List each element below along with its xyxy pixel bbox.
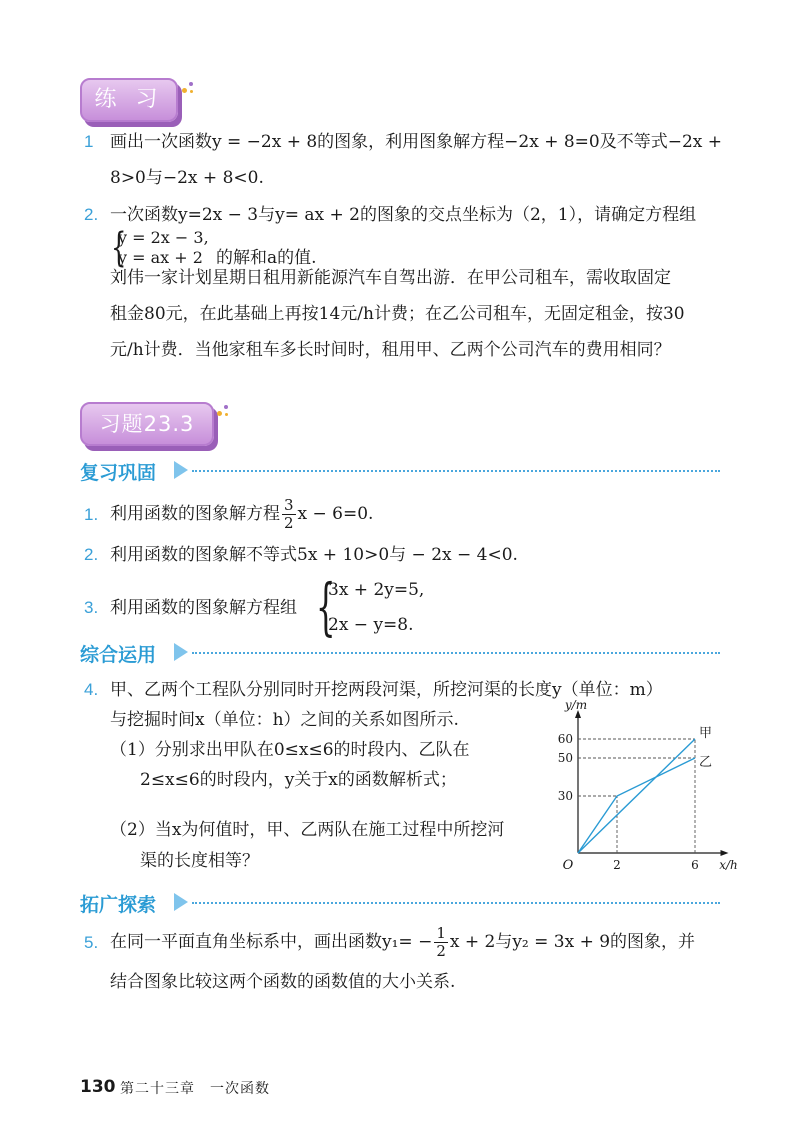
section-title-review: 复习巩固 [80,462,157,484]
fraction: $\frac{3}{2}$ [284,496,294,532]
practice-q2-number: 2. [84,205,99,224]
review-q2-number: 2. [84,545,99,564]
practice-q2-brace: { [111,225,127,271]
apply-q4-sub1-line2: 2≤x≤6的时段内，y关于x的函数解析式； [140,770,457,790]
q4-graph [548,695,738,873]
explore-q5-line1 [110,922,695,962]
x-axis-arrow [721,850,729,856]
practice-q2-line1: 一次函数y=2x − 3与y= ax + 2的图象的交点坐标为（2，1），请确定方程组 [110,205,697,225]
review-q1-pre: 利用函数的图象解方程 [110,504,280,524]
review-q3-brace: { [315,570,336,643]
series-label-jia: 甲 [699,726,713,741]
explore-q5-line2: 结合图象比较这两个函数的函数值的大小关系. [110,972,456,992]
section-arrow-icon [174,643,188,661]
y-tick-label-50: 50 [557,751,573,765]
practice-q2-tail: 的解和a的值. [216,248,317,268]
section-divider [192,470,720,472]
review-q1-number: 1. [84,505,99,524]
x-axis-label: x/h [719,858,738,872]
section-title-apply: 综合运用 [80,644,157,666]
section-arrow-icon [174,461,188,479]
apply-q4-sub1-line1: （1）分别求出甲队在0≤x≤6的时段内、乙队在 [110,740,470,760]
review-q1 [110,494,373,534]
apply-q4-sub2-line1: （2）当x为何值时，甲、乙两队在施工过程中所挖河 [110,820,505,840]
practice-badge: 练 习 [80,78,178,122]
series-label-yi: 乙 [699,755,713,770]
y-tick-label-60: 60 [557,732,573,746]
review-q2-text: 利用函数的图象解不等式5x + 10>0与 − 2x − 4<0. [110,545,518,565]
review-q3-text: 利用函数的图象解方程组 [110,598,297,618]
series-line-yi [578,758,695,853]
x-tick-label-2: 2 [613,858,621,872]
explore-q5-pre: 在同一平面直角坐标系中，画出函数y₁= − [110,932,433,952]
y-tick-label-30: 30 [557,789,573,803]
practice-q3-line3: 元/h计费．当他家租车多长时间时，租用甲、乙两个公司汽车的费用相同？ [110,340,671,360]
section-title-explore: 拓广探索 [80,894,157,916]
x-tick-label-6: 6 [691,858,699,872]
section-divider [192,902,720,904]
practice-q2-system-eq1: y = 2x − 3, [118,228,209,247]
apply-q4-number: 4. [84,680,99,699]
apply-q4-line2: 与挖掘时间x（单位：h）之间的关系如图所示. [110,710,459,730]
practice-q3-line1: 刘伟一家计划星期日租用新能源汽车自驾出游．在甲公司租车，需收取固定 [110,268,671,288]
practice-q1-line2: 8>0与−2x + 8<0. [110,168,264,188]
fraction: $\frac{1}{2}$ [436,924,446,960]
exercise-badge: 习题23.3 [80,402,214,446]
chapter-title: 第二十三章 一次函数 [120,1081,270,1097]
apply-q4-line1: 甲、乙两个工程队分别同时开挖两段河渠，所挖河渠的长度y（单位：m） [110,680,663,700]
practice-q3-line2: 租金80元，在此基础上再按14元/h计费；在乙公司租车，无固定租金，按30 [110,304,685,324]
review-q1-post: x − 6=0. [297,504,374,524]
apply-q4-sub2-line2: 渠的长度相等？ [140,851,259,871]
section-divider [192,652,720,654]
practice-q1-line1: 画出一次函数y = −2x + 8的图象，利用图象解方程−2x + 8=0及不等式−2x + [110,132,723,152]
y-axis-label: y/m [564,698,588,712]
practice-q1-number: 1 [84,132,94,151]
page-number: 130 [80,1077,116,1097]
review-q3-number: 3. [84,598,99,617]
origin-label: O [562,858,574,873]
explore-q5-number: 5. [84,933,99,952]
review-q3-eq2: 2x − y=8. [328,615,414,635]
section-arrow-icon [174,893,188,911]
explore-q5-post: x + 2与y₂ = 3x + 9的图象，并 [449,932,696,952]
practice-q2-system-eq2: y = ax + 2 [118,248,203,267]
review-q3-eq1: 3x + 2y=5, [328,580,425,600]
